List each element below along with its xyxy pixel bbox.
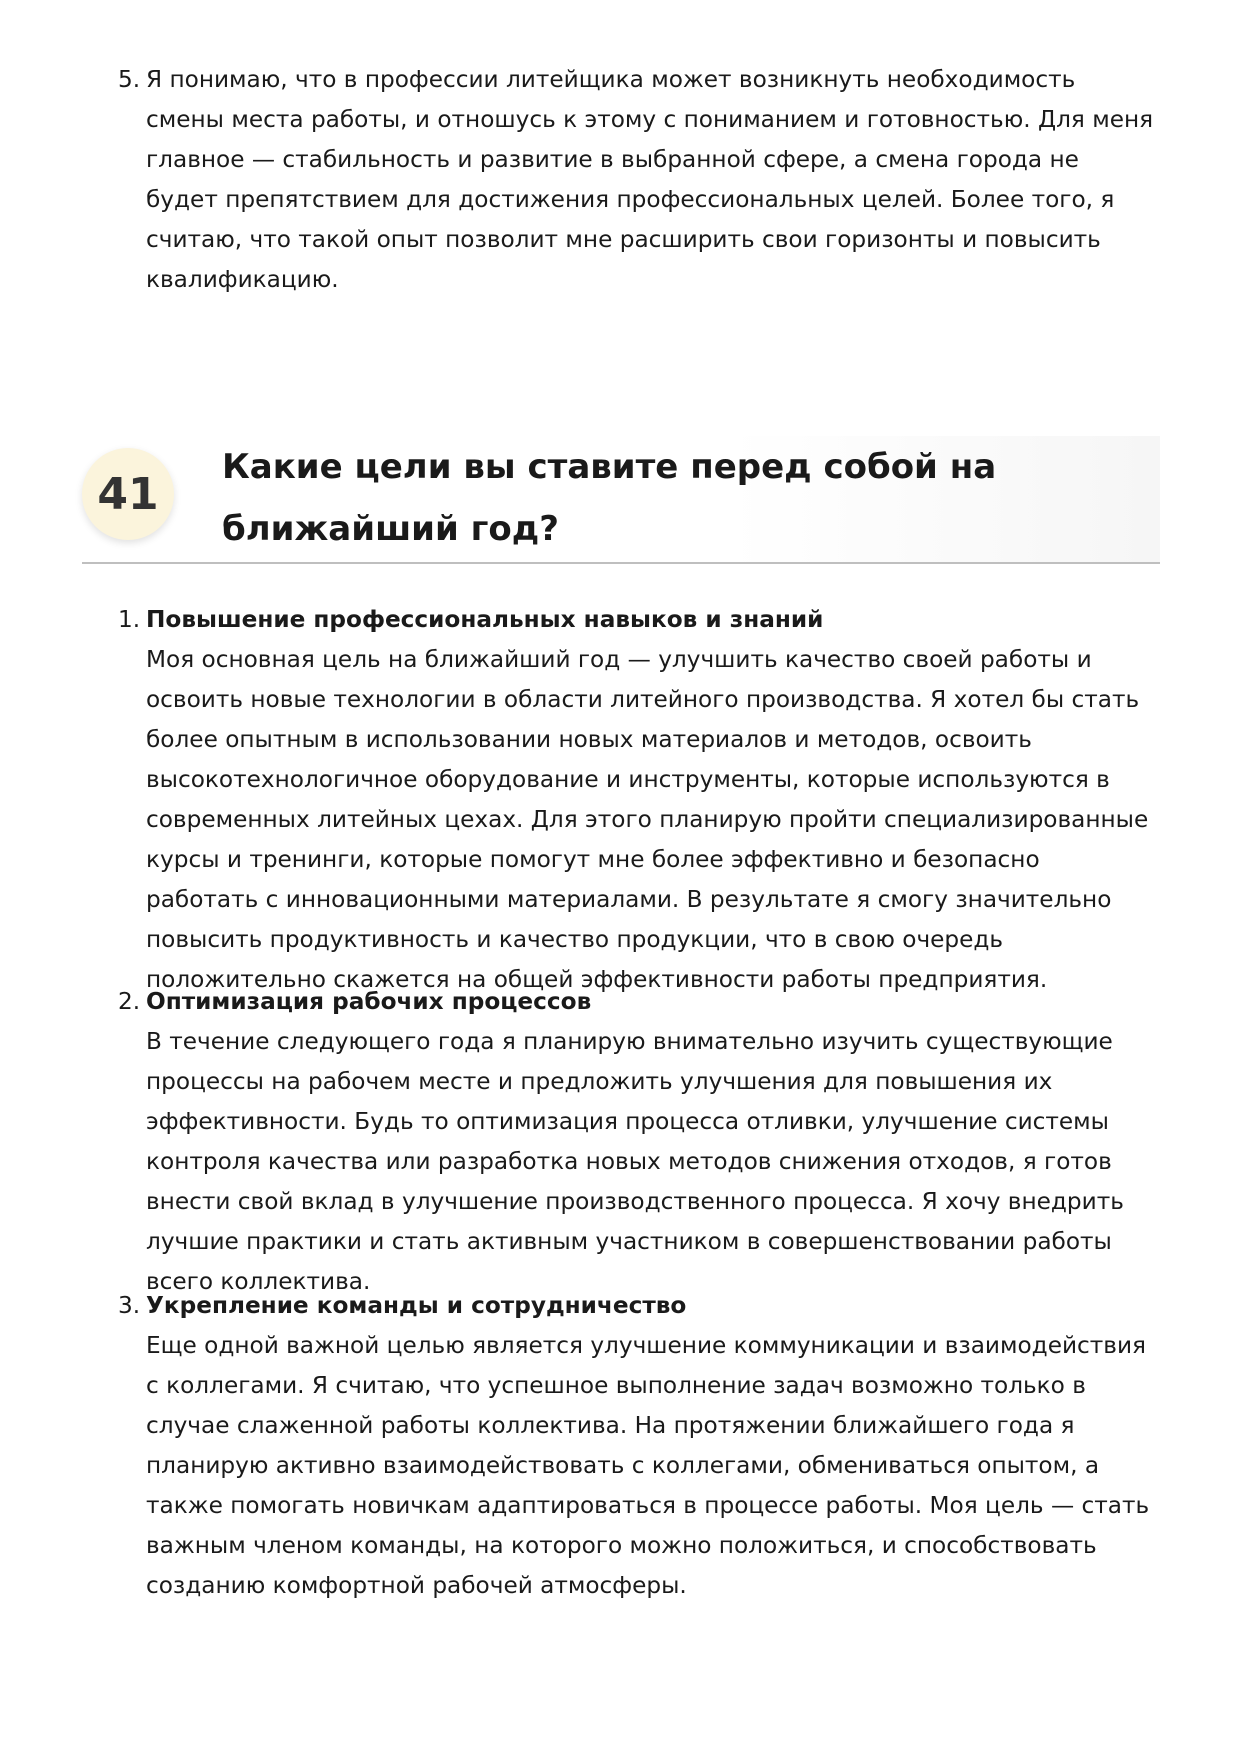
list-item-text: В течение следующего года я планирую внимательно изучить существующие процессы на рабочем месте и предложить улучшения для повышения их эффективности. Будь то оптимизация процесса отливки, улучшение системы контроля качества или разработка новых методов снижения отходов, я готов внести свой вклад в улучшение производственного процесса. Я хочу внедрить лучшие практики и стать активным участником в совершенствовании работы всего коллектива.: [146, 1028, 1124, 1295]
list-item-text: Моя основная цель на ближайший год — улучшить качество своей работы и освоить новые технологии в области литейного производства. Я хотел бы стать более опытным в использовании новых материалов и методов, освоить высокотехнологичное оборудование и инструменты, которые используются в современных литейных цехах. Для этого планирую пройти специализированные курсы и тренинги, которые помогут мне более эффективно и безопасно работать с инновационными материалами. В результате я смогу значительно повысить продуктивность и качество продукции, что в свою очередь положительно скажется на общей эффективности работы предприятия.: [146, 646, 1149, 993]
header-divider: [82, 562, 1160, 564]
list-number: 5.: [118, 66, 141, 93]
list-number: 1.: [118, 606, 141, 633]
section-header: [82, 436, 1160, 564]
list-number: 3.: [118, 1292, 141, 1319]
list-item-3: [118, 1286, 1158, 1606]
list-item-2: [118, 982, 1158, 1302]
list-item-1: [118, 600, 1158, 1000]
list-item-title: Укрепление команды и сотрудничество: [146, 1292, 687, 1319]
section-title: Какие цели вы ставите перед собой на ближайший год?: [222, 447, 997, 549]
list-item-title: Повышение профессиональных навыков и знаний: [146, 606, 824, 633]
question-number-badge: 41: [82, 448, 174, 540]
list-item-5: [118, 60, 1158, 300]
list-item-text: Еще одной важной целью является улучшение коммуникации и взаимодействия с коллегами. Я считаю, что успешное выполнение задач возможно только в случае слаженной работы коллектива. На протяжении ближайшего года я планирую активно взаимодействовать с коллегами, обмениваться опытом, а также помогать новичкам адаптироваться в процессе работы. Моя цель — стать важным членом команды, на которого можно положиться, и способствовать созданию комфортной рабочей атмосферы.: [146, 1332, 1150, 1599]
list-item-title: Оптимизация рабочих процессов: [146, 988, 592, 1015]
list-number: 2.: [118, 988, 141, 1015]
list-item-text: Я понимаю, что в профессии литейщика может возникнуть необходимость смены места работы, и отношусь к этому с пониманием и готовностью. Для меня главное — стабильность и развитие в выбранной сфере, а смена города не будет препятствием для достижения профессиональных целей. Более того, я считаю, что такой опыт позволит мне расширить свои горизонты и повысить квалификацию.: [146, 66, 1154, 293]
